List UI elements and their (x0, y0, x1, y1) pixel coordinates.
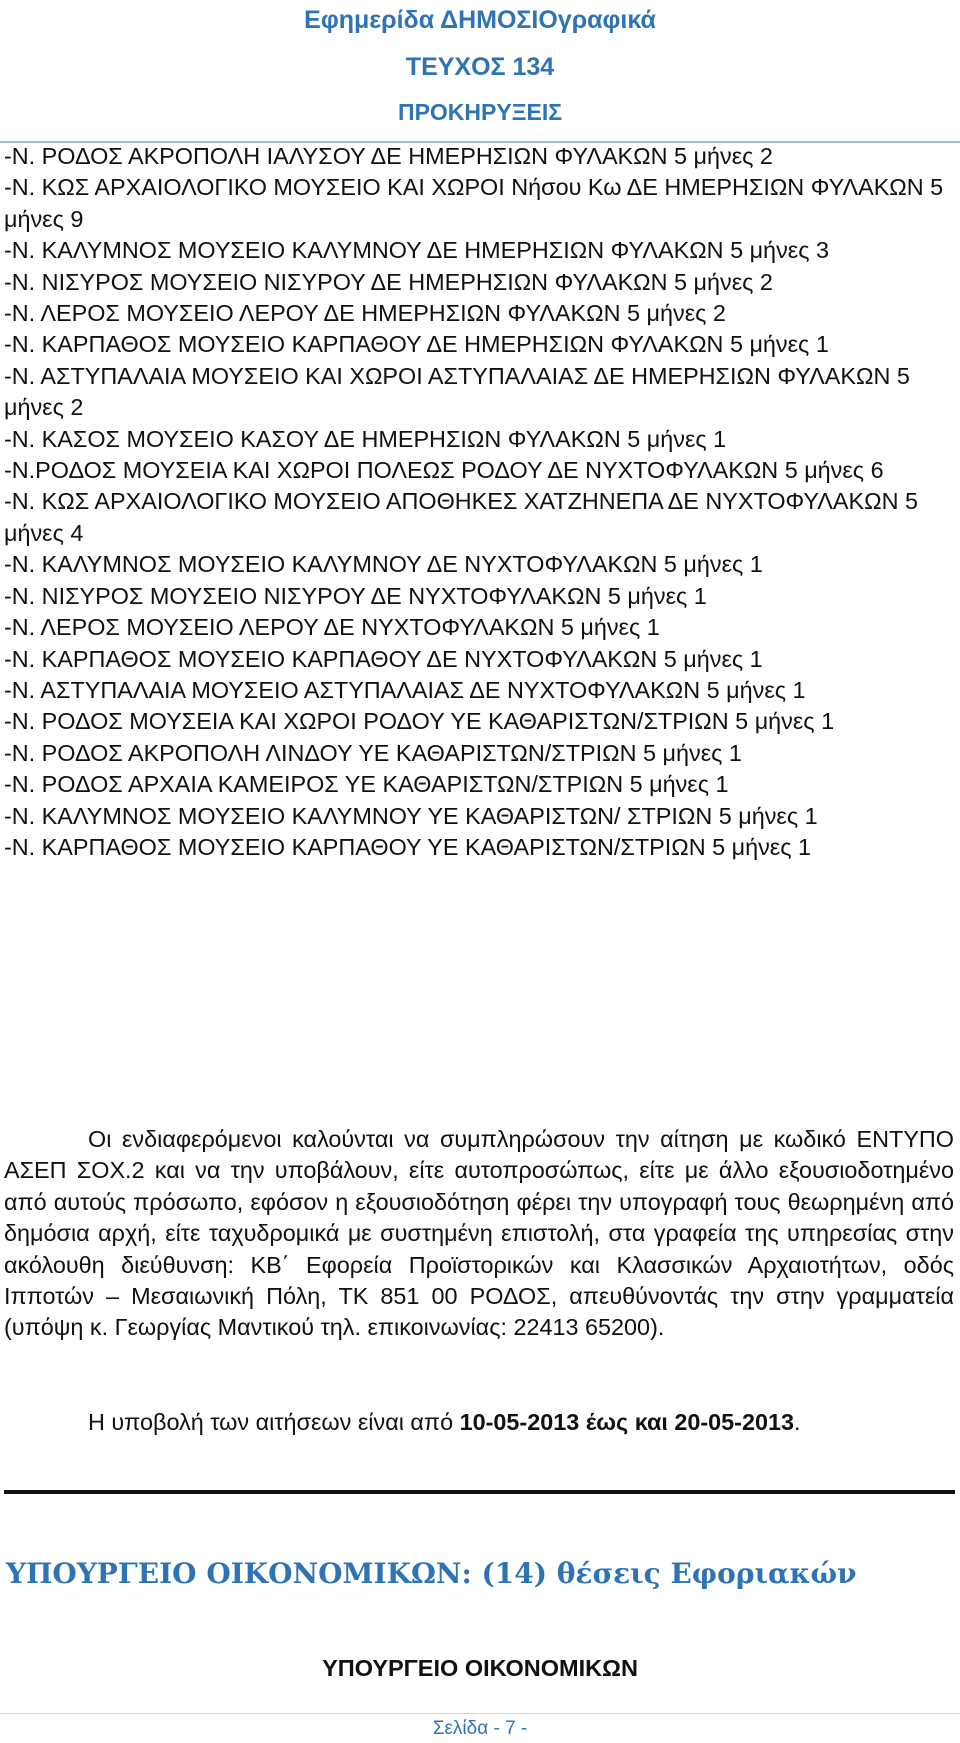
list-item: -Ν. ΚΩΣ ΑΡΧΑΙΟΛΟΓΙΚΟ ΜΟΥΣΕΙΟ ΚΑΙ ΧΩΡΟΙ Νήσου Κω ΔΕ ΗΜΕΡΗΣΙΩΝ ΦΥΛΑΚΩΝ 5 μήνες 9 (4, 174, 944, 232)
list-item: -Ν. ΛΕΡΟΣ ΜΟΥΣΕΙΟ ΛΕΡΟΥ ΔΕ ΗΜΕΡΗΣΙΩΝ ΦΥΛΑΚΩΝ 5 μήνες 2 (4, 300, 726, 327)
submission-period (88, 1406, 948, 1438)
issue-number: ΤΕΥΧΟΣ 134 (405, 53, 555, 81)
application-instructions: Οι ενδιαφερόμενοι καλούνται να συμπληρώσουν την αίτηση με κωδικό ΕΝΤΥΠΟ ΑΣΕΠ ΣΟΧ.2 και να την υποβάλουν, είτε αυτοπροσώπως, είτε με άλλο εξουσιοδοτημένο από αυτούς πρόσωπο, εφόσον η εξουσιοδότηση φέρει την υπογραφή τους θεωρημένη από δημόσια αρχή, είτε ταχυδρομικά με συστημένη επιστολή, στα γραφεία της υπηρεσίας στην ακόλουθη διεύθυνση: ΚΒ΄ Εφορεία Προϊστορικών και Κλασσικών Αρχαιοτήτων, οδός Ιπποτών – Μεσαιωνική Πόλη, ΤΚ 851 00 ΡΟΔΟΣ, απευθύνοντάς την στην γραμματεία (υπόψη κ. Γεωργίας Μαντικού τηλ. επικοινωνίας: 22413 65200). (4, 1126, 954, 1341)
list-item: -Ν. ΚΑΛΥΜΝΟΣ ΜΟΥΣΕΙΟ ΚΑΛΥΜΝΟΥ ΥΕ ΚΑΘΑΡΙΣΤΩΝ/ ΣΤΡΙΩΝ 5 μήνες 1 (4, 802, 818, 829)
list-item: -Ν. ΝΙΣΥΡΟΣ ΜΟΥΣΕΙΟ ΝΙΣΥΡΟΥ ΔΕ ΝΥΧΤΟΦΥΛΑΚΩΝ 5 μήνες 1 (4, 582, 707, 609)
page-number: Σελίδα - 7 - (432, 1718, 528, 1739)
submission-suffix: . (794, 1409, 801, 1435)
list-item: -Ν. ΑΣΤΥΠΑΛΑΙΑ ΜΟΥΣΕΙΟ ΚΑΙ ΧΩΡΟΙ ΑΣΤΥΠΑΛΑΙΑΣ ΔΕ ΗΜΕΡΗΣΙΩΝ ΦΥΛΑΚΩΝ 5 μήνες 2 (4, 362, 910, 421)
list-item: -Ν. ΚΑΣΟΣ ΜΟΥΣΕΙΟ ΚΑΣΟΥ ΔΕ ΗΜΕΡΗΣΙΩΝ ΦΥΛΑΚΩΝ 5 μήνες 1 (4, 425, 727, 452)
list-item: -Ν. ΡΟΔΟΣ ΜΟΥΣΕΙΑ ΚΑΙ ΧΩΡΟΙ ΡΟΔΟΥ ΥΕ ΚΑΘΑΡΙΣΤΩΝ/ΣΤΡΙΩΝ 5 μήνες 1 (4, 708, 835, 735)
next-section-title: ΥΠΟΥΡΓΕΙΟ ΟΙΚΟΝΟΜΙΚΩΝ: (14) θέσεις Εφοριακών (6, 1557, 857, 1590)
submission-dates: 10-05-2013 έως και 20-05-2013 (459, 1409, 794, 1435)
section-divider (4, 1490, 955, 1494)
footer-divider (0, 1713, 960, 1714)
list-item: -Ν. ΚΑΛΥΜΝΟΣ ΜΟΥΣΕΙΟ ΚΑΛΥΜΝΟΥ ΔΕ ΗΜΕΡΗΣΙΩΝ ΦΥΛΑΚΩΝ 5 μήνες 3 (4, 237, 829, 264)
next-section-heading: ΥΠΟΥΡΓΕΙΟ ΟΙΚΟΝΟΜΙΚΩΝ (322, 1655, 638, 1681)
list-item: -Ν. ΝΙΣΥΡΟΣ ΜΟΥΣΕΙΟ ΝΙΣΥΡΟΥ ΔΕ ΗΜΕΡΗΣΙΩΝ ΦΥΛΑΚΩΝ 5 μήνες 2 (4, 268, 773, 295)
list-item: -Ν. ΛΕΡΟΣ ΜΟΥΣΕΙΟ ΛΕΡΟΥ ΔΕ ΝΥΧΤΟΦΥΛΑΚΩΝ 5 μήνες 1 (4, 614, 660, 641)
list-item: -Ν. ΡΟΔΟΣ ΑΚΡΟΠΟΛΗ ΛΙΝΔΟΥ ΥΕ ΚΑΘΑΡΙΣΤΩΝ/ΣΤΡΙΩΝ 5 μήνες 1 (4, 739, 742, 766)
positions-list (4, 141, 956, 863)
list-item: -Ν. ΚΑΛΥΜΝΟΣ ΜΟΥΣΕΙΟ ΚΑΛΥΜΝΟΥ ΔΕ ΝΥΧΤΟΦΥΛΑΚΩΝ 5 μήνες 1 (4, 551, 763, 578)
list-item: -Ν. ΚΩΣ ΑΡΧΑΙΟΛΟΓΙΚΟ ΜΟΥΣΕΙΟ ΑΠΟΘΗΚΕΣ ΧΑΤΖΗΝΕΠΑ ΔΕ ΝΥΧΤΟΦΥΛΑΚΩΝ 5 μήνες 4 (4, 488, 919, 546)
list-item: -Ν. ΡΟΔΟΣ ΑΡΧΑΙΑ ΚΑΜΕΙΡΟΣ ΥΕ ΚΑΘΑΡΙΣΤΩΝ/ΣΤΡΙΩΝ 5 μήνες 1 (4, 771, 729, 798)
list-item: -Ν.ΡΟΔΟΣ ΜΟΥΣΕΙΑ ΚΑΙ ΧΩΡΟΙ ΠΟΛΕΩΣ ΡΟΔΟΥ ΔΕ ΝΥΧΤΟΦΥΛΑΚΩΝ 5 μήνες 6 (4, 457, 884, 484)
list-item: -Ν. ΚΑΡΠΑΘΟΣ ΜΟΥΣΕΙΟ ΚΑΡΠΑΘΟΥ ΔΕ ΝΥΧΤΟΦΥΛΑΚΩΝ 5 μήνες 1 (4, 645, 763, 672)
publication-title: Εφημερίδα ΔΗΜΟΣΙΟγραφικά (304, 6, 656, 34)
list-item: -Ν. ΑΣΤΥΠΑΛΑΙΑ ΜΟΥΣΕΙΟ ΑΣΤΥΠΑΛΑΙΑΣ ΔΕ ΝΥΧΤΟΦΥΛΑΚΩΝ 5 μήνες 1 (4, 676, 806, 703)
list-item: -Ν. ΡΟΔΟΣ ΑΚΡΟΠΟΛΗ ΙΑΛΥΣΟΥ ΔΕ ΗΜΕΡΗΣΙΩΝ ΦΥΛΑΚΩΝ 5 μήνες 2 (4, 143, 773, 169)
section-title: ΠΡΟΚΗΡΥΞΕΙΣ (397, 99, 563, 125)
submission-prefix: Η υποβολή των αιτήσεων είναι από (88, 1409, 460, 1435)
list-item: -Ν. ΚΑΡΠΑΘΟΣ ΜΟΥΣΕΙΟ ΚΑΡΠΑΘΟΥ ΔΕ ΗΜΕΡΗΣΙΩΝ ΦΥΛΑΚΩΝ 5 μήνες 1 (4, 331, 829, 358)
list-item: -Ν. ΚΑΡΠΑΘΟΣ ΜΟΥΣΕΙΟ ΚΑΡΠΑΘΟΥ ΥΕ ΚΑΘΑΡΙΣΤΩΝ/ΣΤΡΙΩΝ 5 μήνες 1 (4, 833, 812, 860)
